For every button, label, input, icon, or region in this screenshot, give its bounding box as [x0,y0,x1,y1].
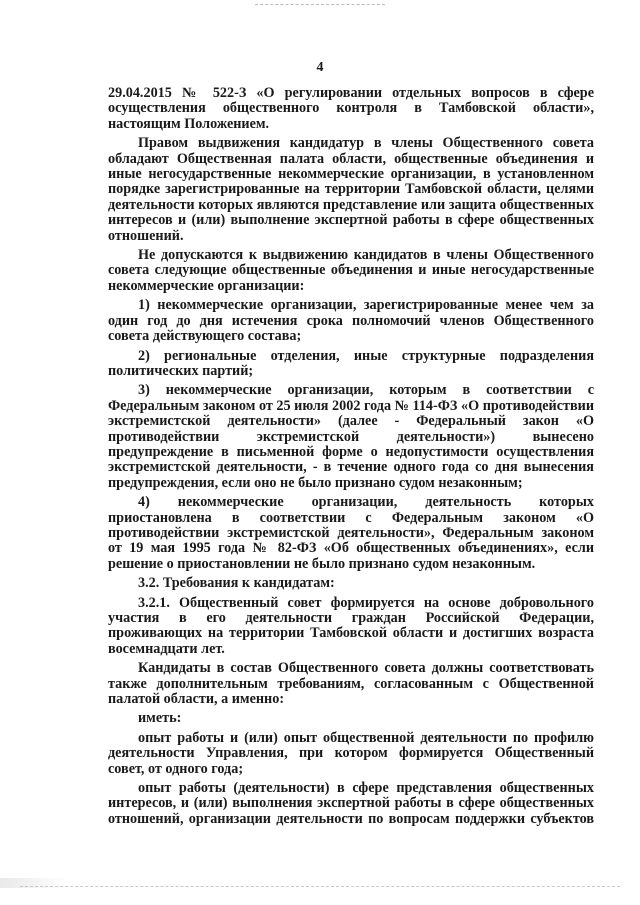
list-item-4: 4) некоммерческие организации, деятельность которых приостановлена в соответствии с Федеральным законом «О противодействии экстремистской деятельности», Федеральным законом от 19 мая 1995 года № 82-ФЗ «Об общественных объединениях», если решение о приостановлении не было признано судом незаконным. [108,494,594,572]
list-item-3: 3) некоммерческие организации, которым в соответствии с Федеральным законом от 25 июля 2002 года № 114-ФЗ «О противодействии экстремистской деятельности» (далее - Федеральный закон «О противодействии экстремистской деятельности») вынесено предупреждение в письменной форме о недопустимости осуществления экстремистской деятельности, - в течение одного года со дня вынесения предупреждения, если оно не было признано судом незаконным; [108,382,594,491]
page-number: 4 [316,60,324,75]
scan-artifact-top [255,4,385,6]
paragraph-candidates: Кандидаты в состав Общественного совета должны соответствовать также дополнительным требованиям, согласованным с Общественной палатой области, а именно: [108,660,594,708]
paragraph-experience-1: опыт работы и (или) опыт общественной деятельности по профилю деятельности Управления, при котором формируется Общественный совет, от одного года; [108,729,594,777]
paragraph-experience-2: опыт работы (деятельности) в сфере представления общественных интересов, и (или) выполнения экспертной работы в сфере общественных отношений, организации деятельности по вопросам поддержки субъектов [108,780,594,827]
list-item-1: 1) некоммерческие организации, зарегистрированные менее чем за один год до дня истечения срока полномочий членов Общественного совета действующего состава; [108,297,594,345]
list-item-2: 2) региональные отделения, иные структурные подразделения политических партий; [108,347,594,379]
document-body [108,86,594,831]
paragraph-not-admitted: Не допускаются к выдвижению кандидатов в члены Общественного совета следующие общественные объединения и иные негосударственные некоммерческие организации: [108,247,594,294]
paragraph-continuation: 29.04.2015 № 522-З «О регулировании отдельных вопросов в сфере осуществления общественного контроля в Тамбовской области», настоящим Положением. [108,85,594,132]
paragraph-3-2-1: 3.2.1. Общественный совет формируется на основе добровольного участия в его деятельности граждан Российской Федерации, проживающих на территории Тамбовской области и достигших возраста восемнадцати лет. [108,594,594,657]
paragraph-have: иметь: [138,710,182,727]
section-heading-requirements: 3.2. Требования к кандидатам: [138,575,335,592]
scan-artifact-bottom [20,886,620,888]
paragraph-nomination-right: Правом выдвижения кандидатур в члены Общественного совета обладают Общественная палата области, общественные объединения и иные негосударственные некоммерческие организации, в установленном порядке зарегистрированные на территории Тамбовской области, целями деятельности которых являются представление или защита общественных интересов и (или) выполнение экспертной работы в сфере общественных отношений. [108,135,594,244]
